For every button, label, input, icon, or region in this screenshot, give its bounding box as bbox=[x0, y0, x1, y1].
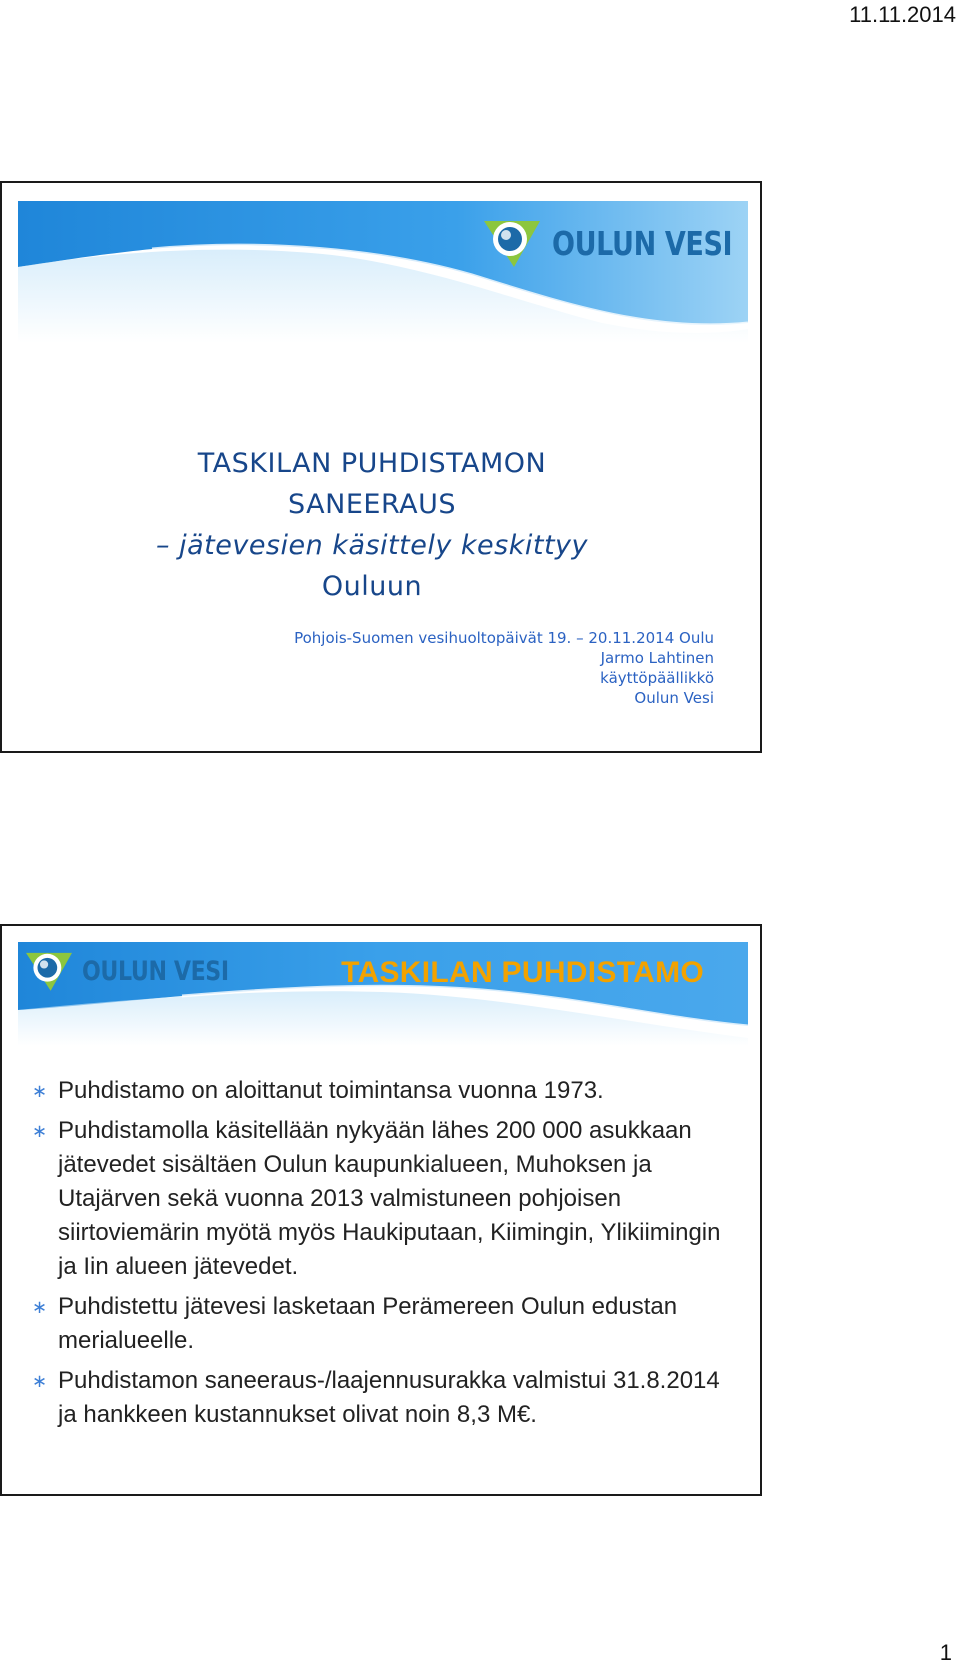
slide-content bbox=[0, 924, 762, 1496]
page-number: 1 bbox=[939, 1640, 952, 1665]
list-item bbox=[32, 1114, 742, 1284]
presentation-subtitle bbox=[294, 628, 714, 708]
presentation-title bbox=[72, 443, 672, 607]
title-line: Ouluun bbox=[321, 571, 423, 602]
logo-text: OULUN VESI bbox=[552, 223, 733, 263]
title-line: SANEERAUS bbox=[288, 489, 456, 520]
logo-text: OULUN VESI bbox=[82, 955, 229, 987]
water-drop-logo-icon bbox=[480, 215, 544, 271]
page-date: 11.11.2014 bbox=[849, 2, 956, 27]
subtitle-line: Oulun Vesi bbox=[634, 689, 714, 707]
water-drop-logo-icon bbox=[22, 948, 76, 994]
subtitle-line: Jarmo Lahtinen bbox=[600, 649, 714, 667]
bullet-text: Puhdistamolla käsitellään nykyään lähes 200 000 asukkaan jätevedet sisältäen Oulun kaupunkialueen, Muhoksen ja Utajärven sekä vuonna 2013 valmistuneen pohjoisen siirtoviemärin myötä myös Haukiputaan, Kiimingin, Ylikiimingin ja Iin alueen jätevedet. bbox=[58, 1117, 721, 1280]
subtitle-line: Pohjois-Suomen vesihuoltopäivät 19. – 20.11.2014 Oulu bbox=[294, 629, 714, 647]
title-line: TASKILAN PUHDISTAMON bbox=[197, 448, 547, 479]
asterisk-icon: ∗ bbox=[32, 1297, 48, 1317]
asterisk-icon: ∗ bbox=[32, 1121, 48, 1141]
list-item bbox=[32, 1290, 742, 1358]
bullet-text: Puhdistamo on aloittanut toimintansa vuonna 1973. bbox=[58, 1077, 604, 1104]
bullet-text: Puhdistamon saneeraus-/laajennusurakka valmistui 31.8.2014 ja hankkeen kustannukset olivat noin 8,3 M€. bbox=[58, 1367, 720, 1428]
slide-title bbox=[0, 181, 762, 753]
title-line: – jätevesien käsittely keskittyy bbox=[156, 530, 588, 561]
subtitle-line: käyttöpäällikkö bbox=[600, 669, 714, 687]
oulun-vesi-logo bbox=[22, 948, 261, 994]
asterisk-icon: ∗ bbox=[32, 1081, 48, 1101]
list-item bbox=[32, 1364, 742, 1432]
slide-heading: TASKILAN PUHDISTAMO bbox=[341, 956, 704, 989]
list-item bbox=[32, 1074, 742, 1108]
bullet-text: Puhdistettu jätevesi lasketaan Perämereen Oulun edustan merialueelle. bbox=[58, 1293, 678, 1354]
oulun-vesi-logo bbox=[480, 215, 762, 271]
bullet-list bbox=[32, 1074, 742, 1438]
asterisk-icon: ∗ bbox=[32, 1371, 48, 1391]
